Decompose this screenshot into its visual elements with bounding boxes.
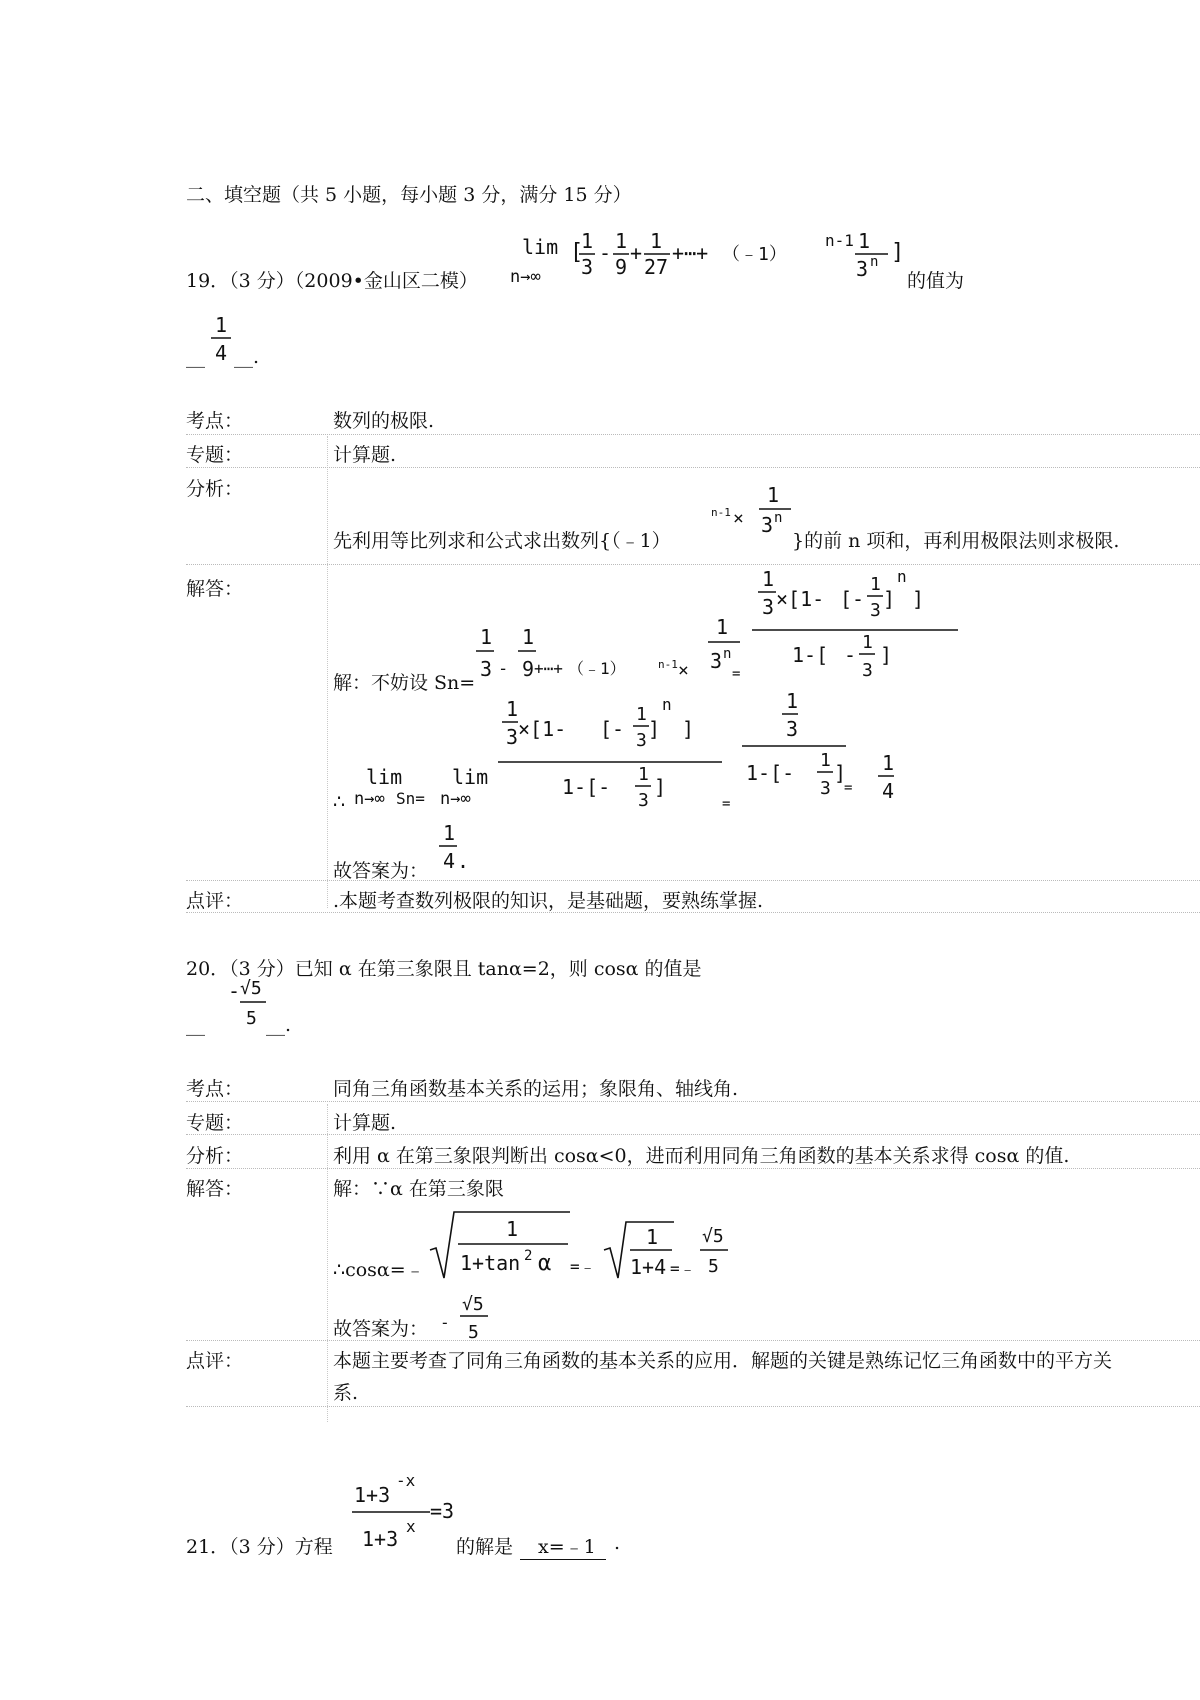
q19-fenxi-suffix: }的前 n 项和，再利用极限法则求极限. — [792, 530, 1120, 552]
q20-table-divider — [327, 1104, 328, 1422]
svg-text:3: 3 — [762, 595, 775, 619]
svg-text:1: 1 — [786, 689, 799, 713]
svg-text:1: 1 — [215, 313, 228, 337]
svg-text:3: 3 — [862, 660, 873, 681]
svg-text:.: . — [457, 849, 470, 873]
svg-text:=3: =3 — [430, 1499, 455, 1523]
svg-text:1: 1 — [862, 632, 873, 653]
q20-fenxi-label: 分析： — [186, 1145, 244, 1167]
q21-end: . — [614, 1532, 621, 1554]
svg-text:1: 1 — [506, 697, 519, 721]
svg-text:×: × — [678, 660, 689, 681]
svg-text:1-[-: 1-[- — [562, 775, 611, 799]
row-divider — [186, 467, 1200, 468]
svg-text:4: 4 — [443, 849, 456, 873]
svg-text:9: 9 — [522, 657, 535, 681]
row-divider — [186, 1168, 1200, 1169]
svg-text:n→∞: n→∞ — [510, 267, 541, 287]
svg-text:3: 3 — [581, 255, 594, 279]
svg-text:3: 3 — [856, 257, 869, 281]
section-title: 二、填空题（共 5 小题，每小题 3 分，满分 15 分） — [186, 184, 632, 206]
svg-text:-: - — [844, 643, 857, 667]
svg-text:3: 3 — [761, 513, 774, 537]
row-divider — [186, 912, 1200, 913]
svg-text:3: 3 — [820, 778, 831, 799]
svg-text:1: 1 — [615, 229, 628, 253]
q21-answer: x=﹣1 — [520, 1532, 606, 1560]
svg-text:n: n — [897, 567, 907, 586]
svg-text:1: 1 — [820, 750, 831, 771]
svg-text:lim: lim — [366, 765, 403, 789]
row-divider — [186, 1101, 1200, 1102]
svg-text:1+3: 1+3 — [362, 1527, 399, 1551]
svg-text:-: - — [498, 659, 509, 679]
q19-suffix: 的值为 — [907, 270, 965, 292]
q19-dianping-text: .本题考查数列极限的知识，是基础题，要熟练掌握. — [333, 890, 764, 912]
svg-text:n-1: n-1 — [658, 658, 678, 671]
svg-text:4: 4 — [215, 341, 228, 365]
svg-text:3: 3 — [710, 649, 723, 673]
q19-zhuanti-label: 专题： — [186, 444, 244, 466]
svg-text:1: 1 — [870, 574, 881, 595]
svg-text:]: ] — [682, 717, 695, 741]
svg-text:]: ] — [880, 643, 893, 667]
q20-answer-fraction — [228, 972, 270, 1032]
q19-fenxi-prefix: 先利用等比列求和公式求出数列{（﹣1） — [333, 530, 671, 552]
svg-text:3: 3 — [786, 717, 799, 741]
svg-text:lim: lim — [522, 235, 559, 259]
q19-zhuanti-text: 计算题. — [333, 444, 397, 466]
q20-fenxi-text: 利用 α 在第三象限判断出 cosα<0，进而利用同角三角函数的基本关系求得 cosα 的值. — [333, 1145, 1070, 1167]
q19-kaodian-label: 考点： — [186, 410, 244, 432]
svg-text:n: n — [774, 510, 783, 526]
svg-text:=: = — [732, 666, 741, 682]
svg-text:=﹣: =﹣ — [670, 1259, 696, 1278]
svg-text:5: 5 — [708, 1256, 719, 1277]
svg-text:1-[: 1-[ — [792, 643, 829, 667]
svg-text:]: ] — [883, 587, 896, 611]
svg-text:1+4: 1+4 — [630, 1255, 667, 1279]
svg-text:√5: √5 — [702, 1226, 724, 1247]
q19-jieda-label: 解答： — [186, 578, 244, 600]
q19-gu-fraction — [437, 818, 473, 876]
row-divider — [186, 880, 1200, 881]
svg-text:1: 1 — [646, 1225, 659, 1249]
svg-text:+⋯+: +⋯+ — [534, 659, 563, 678]
q19-gu-answer: 故答案为： — [333, 860, 429, 882]
svg-text:=: = — [844, 780, 853, 796]
svg-text:]: ] — [912, 587, 925, 611]
q20-answer-blank-left: __ — [186, 1014, 205, 1036]
row-divider — [186, 434, 1200, 435]
row-divider — [186, 1134, 1200, 1135]
svg-text:1: 1 — [443, 821, 456, 845]
q21-equation — [350, 1468, 460, 1552]
svg-text:n→∞: n→∞ — [354, 789, 385, 809]
q19-therefore: ∴ — [333, 791, 346, 813]
q20-number: 20．（3 分）已知 α 在第三象限且 tanα=2，则 cosα 的值是 — [186, 958, 702, 980]
svg-text:1: 1 — [581, 229, 594, 253]
svg-text:Sn=: Sn= — [396, 789, 425, 808]
svg-text:（﹣1）: （﹣1） — [722, 244, 787, 265]
svg-text:√5: √5 — [462, 1294, 484, 1315]
q19-sn-formula — [472, 567, 960, 692]
svg-text:]: ] — [891, 240, 905, 265]
svg-text:×[1-: ×[1- — [518, 717, 567, 741]
svg-text:n→∞: n→∞ — [440, 789, 471, 809]
svg-text:1: 1 — [506, 1217, 519, 1241]
q19-fenxi-term — [711, 482, 797, 548]
q19-kaodian-text: 数列的极限. — [333, 410, 435, 432]
svg-text:1: 1 — [636, 704, 647, 725]
q20-cos-formula — [428, 1208, 748, 1284]
svg-text:1+3: 1+3 — [354, 1483, 391, 1507]
svg-text:1+tan: 1+tan — [460, 1251, 521, 1275]
svg-text:-: - — [599, 241, 612, 265]
q20-zhuanti-text: 计算题. — [333, 1112, 397, 1134]
svg-text:1-[-: 1-[- — [746, 761, 795, 785]
q20-cos-prefix: ∴cosα=﹣ — [333, 1259, 425, 1281]
svg-text:lim: lim — [452, 765, 489, 789]
svg-text:5: 5 — [246, 1008, 257, 1029]
svg-text:（﹣1）: （﹣1） — [568, 659, 626, 678]
svg-text:-: - — [228, 979, 241, 1003]
svg-text:×[1-: ×[1- — [776, 587, 825, 611]
svg-text:=﹣: =﹣ — [570, 1257, 596, 1276]
q20-kaodian-text: 同角三角函数基本关系的运用；象限角、轴线角. — [333, 1078, 739, 1100]
q19-limit-result — [352, 690, 912, 810]
svg-text:1: 1 — [522, 625, 535, 649]
svg-text:4: 4 — [882, 779, 895, 803]
svg-text:n: n — [723, 646, 732, 662]
svg-text:3: 3 — [870, 600, 881, 621]
svg-text:1: 1 — [767, 483, 780, 507]
svg-text:1: 1 — [882, 751, 895, 775]
q19-table-divider — [327, 436, 328, 908]
svg-text:α: α — [538, 1251, 552, 1276]
row-divider — [186, 564, 1200, 565]
svg-text:√5: √5 — [240, 978, 262, 999]
q21-number: 21．（3 分）方程 — [186, 1536, 333, 1558]
svg-text:-x: -x — [396, 1471, 416, 1490]
row-divider — [186, 1406, 1200, 1407]
svg-text:1: 1 — [650, 229, 663, 253]
svg-text:=: = — [722, 796, 731, 812]
svg-text:]: ] — [648, 717, 661, 741]
q20-dianping-line1: 本题主要考查了同角三角函数的基本关系的应用．解题的关键是熟练记忆三角函数中的平方关 — [333, 1350, 1113, 1372]
q19-limit-formula — [510, 226, 910, 288]
q19-dianping-label: 点评： — [186, 890, 244, 912]
q21-suffix: 的解是 — [456, 1536, 514, 1558]
q20-jie-line1: 解：∵α 在第三象限 — [333, 1178, 504, 1200]
svg-text:+: + — [630, 241, 643, 265]
q19-jie-prefix: 解：不妨设 Sn= — [333, 672, 476, 694]
svg-text:[-: [- — [840, 587, 865, 611]
svg-text:n-1: n-1 — [825, 231, 854, 250]
q19-answer-blank-right: __. — [234, 346, 260, 368]
svg-text:+⋯+: +⋯+ — [672, 241, 709, 265]
svg-text:9: 9 — [615, 255, 628, 279]
q20-answer-blank-right: __. — [266, 1014, 292, 1036]
svg-text:1: 1 — [638, 764, 649, 785]
q19-number: 19．（3 分）（2009•金山区二模） — [186, 270, 478, 292]
svg-text:[-: [- — [600, 717, 625, 741]
svg-text:]: ] — [654, 775, 667, 799]
svg-text:n: n — [662, 695, 672, 714]
svg-text:3: 3 — [636, 730, 647, 751]
svg-text:×: × — [733, 508, 744, 529]
svg-text:3: 3 — [638, 790, 649, 811]
q20-jieda-label: 解答： — [186, 1178, 244, 1200]
q20-dianping-line2: 系. — [333, 1382, 359, 1404]
svg-text:1: 1 — [858, 229, 871, 253]
svg-text:-: - — [440, 1313, 450, 1332]
svg-text:1: 1 — [716, 615, 729, 639]
svg-text:2: 2 — [524, 1248, 533, 1264]
svg-text:27: 27 — [644, 255, 669, 279]
svg-text:3: 3 — [480, 657, 493, 681]
q20-kaodian-label: 考点： — [186, 1078, 244, 1100]
row-divider — [186, 1340, 1200, 1341]
q20-gu-answer: 故答案为： — [333, 1318, 429, 1340]
q20-zhuanti-label: 专题： — [186, 1112, 244, 1134]
q20-gu-fraction — [436, 1286, 500, 1346]
svg-text:1: 1 — [480, 625, 493, 649]
svg-text:]: ] — [834, 761, 847, 785]
q20-dianping-label: 点评： — [186, 1350, 244, 1372]
svg-text:[: [ — [570, 240, 584, 265]
svg-text:n-1: n-1 — [711, 506, 731, 519]
svg-text:n: n — [870, 254, 879, 270]
svg-text:3: 3 — [506, 725, 519, 749]
svg-text:5: 5 — [468, 1322, 479, 1343]
q19-answer-blank-left: __ — [186, 346, 205, 368]
svg-text:1: 1 — [762, 567, 775, 591]
svg-text:x: x — [406, 1517, 416, 1536]
q19-fenxi-label: 分析： — [186, 478, 244, 500]
